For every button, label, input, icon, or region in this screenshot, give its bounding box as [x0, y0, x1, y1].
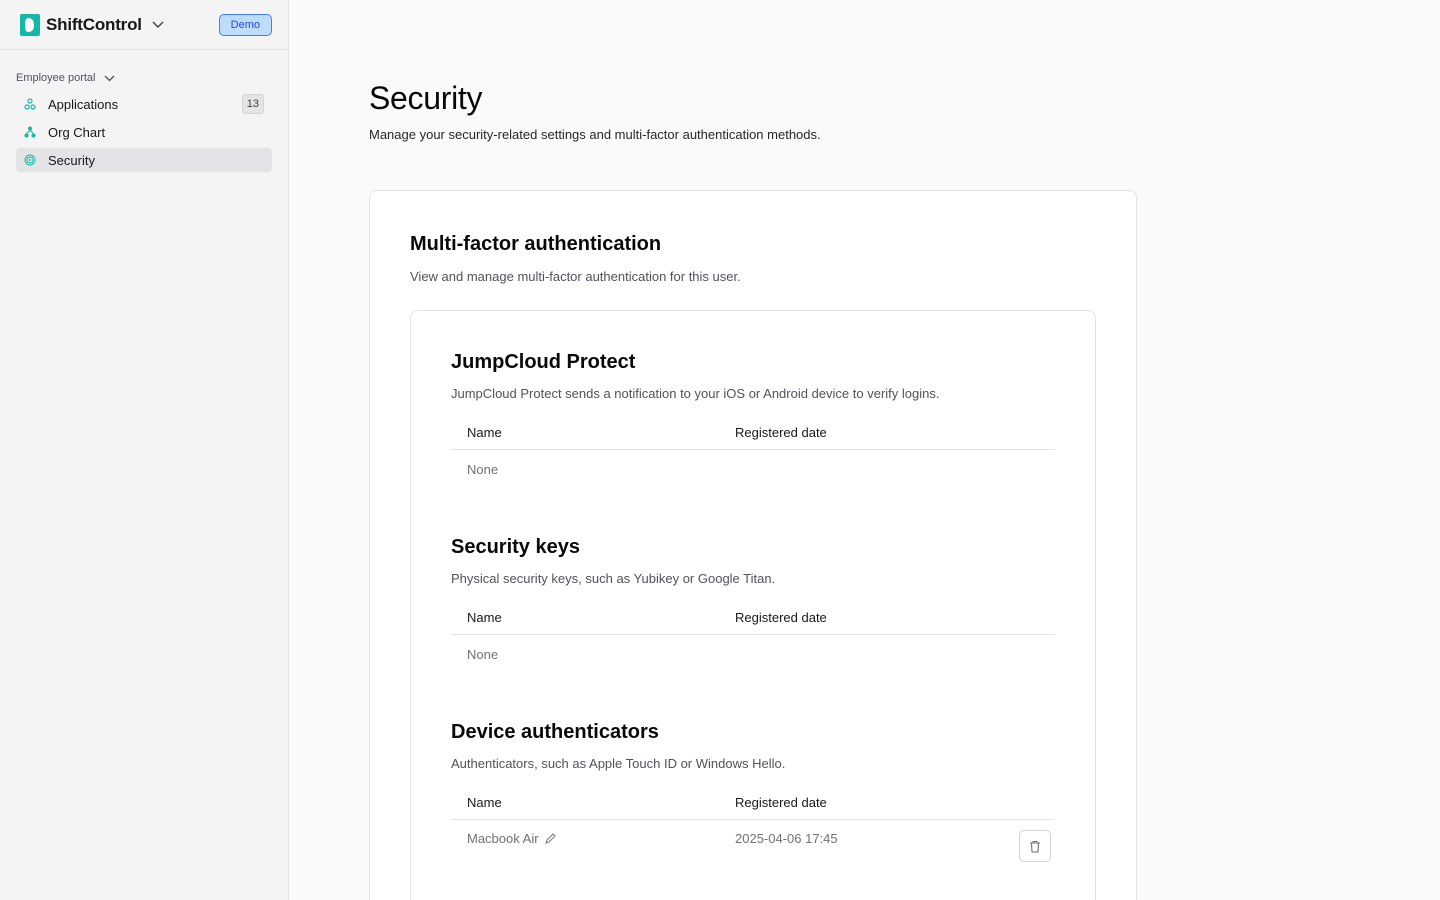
org-chart-icon [24, 126, 37, 139]
sidebar-item-label: Security [48, 152, 95, 168]
security-keys-section [451, 536, 1055, 673]
demo-badge[interactable]: Demo [219, 14, 272, 36]
mfa-card [369, 190, 1137, 900]
sidebar-item-security[interactable] [16, 148, 272, 172]
device-name: Macbook Air [467, 831, 539, 846]
delete-device-button[interactable] [1019, 830, 1051, 862]
applications-icon [24, 98, 37, 111]
column-header-name: Name [467, 795, 502, 810]
column-header-name: Name [467, 610, 502, 625]
sidebar-item-org-chart[interactable] [16, 120, 272, 144]
security-keys-table [451, 601, 1055, 673]
section-label: Employee portal [16, 72, 96, 84]
table-row [451, 819, 1055, 857]
sidebar-item-label: Org Chart [48, 124, 106, 140]
sidebar-header [0, 0, 288, 50]
sidebar-section [0, 50, 288, 172]
fingerprint-icon [24, 154, 37, 167]
chevron-down-icon [104, 71, 118, 85]
device-authenticators-table [451, 786, 1055, 857]
shiftcontrol-logo-icon [20, 14, 40, 36]
mfa-methods-panel [410, 310, 1096, 900]
section-title: JumpCloud Protect [451, 351, 636, 373]
section-description: JumpCloud Protect sends a notification to your iOS or Android device to verify logins. [451, 386, 940, 401]
mfa-title: Multi-factor authentication [410, 233, 662, 255]
device-name-cell [467, 831, 735, 846]
jumpcloud-protect-table [451, 416, 1055, 488]
page-title: Security [369, 80, 483, 116]
empty-state-text: None [467, 646, 499, 662]
section-title: Security keys [451, 536, 580, 558]
column-header-registered-date: Registered date [735, 425, 827, 440]
sidebar-item-applications[interactable] [16, 92, 272, 116]
mfa-subtitle: View and manage multi-factor authentication for this user. [410, 269, 741, 284]
jumpcloud-protect-section [451, 351, 1055, 488]
empty-state-text: None [467, 461, 499, 477]
table-header [451, 601, 1055, 635]
page-subtitle: Manage your security-related settings and multi-factor authentication methods. [369, 127, 821, 142]
table-row-empty [451, 635, 1055, 673]
sidebar [0, 0, 289, 900]
pencil-icon[interactable] [545, 833, 556, 844]
registered-date: 2025-04-06 17:45 [735, 831, 838, 846]
section-description: Physical security keys, such as Yubikey or Google Titan. [451, 571, 776, 586]
brand-name[interactable]: ShiftControl [46, 14, 142, 34]
section-title: Device authenticators [451, 721, 659, 743]
column-header-name: Name [467, 425, 502, 440]
applications-count-badge: 13 [242, 94, 264, 114]
trash-icon [1029, 840, 1041, 853]
main-content [289, 0, 1440, 900]
section-toggle-employee-portal[interactable] [16, 70, 272, 86]
device-authenticators-section [451, 721, 1055, 857]
column-header-registered-date: Registered date [735, 610, 827, 625]
table-row-empty [451, 450, 1055, 488]
table-header [451, 786, 1055, 820]
section-description: Authenticators, such as Apple Touch ID or Windows Hello. [451, 756, 786, 771]
table-header [451, 416, 1055, 450]
column-header-registered-date: Registered date [735, 795, 827, 810]
chevron-down-icon[interactable] [152, 17, 168, 33]
sidebar-item-label: Applications [48, 96, 119, 112]
